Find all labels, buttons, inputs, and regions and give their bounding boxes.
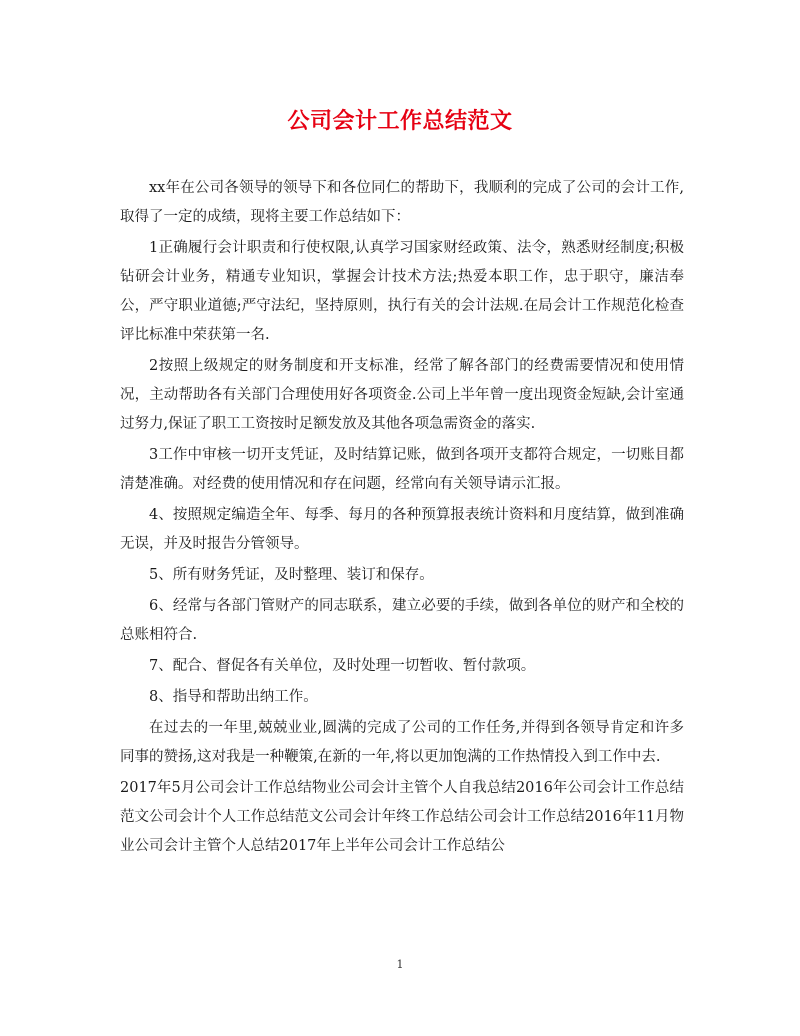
- paragraph-item-7: 7、配合、督促各有关单位，及时处理一切暂收、暂付款项。: [149, 658, 536, 674]
- paragraph-item-1: 1正确履行会计职责和行使权限,认真学习国家财经政策、法令，熟悉财经制度;积极钻研会计业务，精通专业知识，掌握会计技术方法;热爱本职工作，忠于职守，廉洁奉公，严守职业道德;严守法纪，坚持原则，执行有关的会计法规.在局会计工作规范化检查评比标准中荣获第一名.: [120, 240, 684, 343]
- paragraph-conclusion: 在过去的一年里,兢兢业业,圆满的完成了公司的工作任务,并得到各领导肯定和许多同事的赞扬,这对我是一种鞭策,在新的一年,将以更加饱满的工作热情投入到工作中去.: [120, 720, 684, 765]
- paragraph-item-5: 5、所有财务凭证，及时整理、装订和保存。: [149, 567, 434, 583]
- page-number: 1: [396, 958, 404, 971]
- document-body: [120, 174, 684, 863]
- paragraph-item-8: 8、指导和帮助出纳工作。: [149, 689, 318, 705]
- paragraph-item-2: 2按照上级规定的财务制度和开支标准，经常了解各部门的经费需要情况和使用情况，主动帮助各有关部门合理使用好各项资金.公司上半年曾一度出现资金短缺,会计室通过努力,保证了职工工资按时足额发放及其他各项急需资金的落实.: [120, 358, 684, 432]
- paragraph-intro: xx年在公司各领导的领导下和各位同仁的帮助下，我顺利的完成了公司的会计工作,取得了一定的成绩，现将主要工作总结如下：: [120, 180, 684, 225]
- paragraph-item-4: 4、按照规定编造全年、每季、每月的各种预算报表统计资料和月度结算，做到准确无误，并及时报告分管领导。: [120, 507, 684, 552]
- paragraph-item-3: 3工作中审核一切开支凭证，及时结算记账，做到各项开支都符合规定，一切账目都清楚准确。对经费的使用情况和存在问题，经常向有关领导请示汇报。: [120, 447, 684, 492]
- related-articles-text: 2017年5月公司会计工作总结物业公司会计主管个人自我总结2016年公司会计工作总结范文公司会计个人工作总结范文公司会计年终工作总结公司会计工作总结2016年11月物业公司会计主管个人总结2017年上半年公司会计工作总结公: [120, 780, 684, 854]
- document-title: 公司会计工作总结范文: [287, 108, 513, 134]
- paragraph-item-6: 6、经常与各部门管财产的同志联系，建立必要的手续，做到各单位的财产和全校的总账相符合.: [120, 598, 684, 643]
